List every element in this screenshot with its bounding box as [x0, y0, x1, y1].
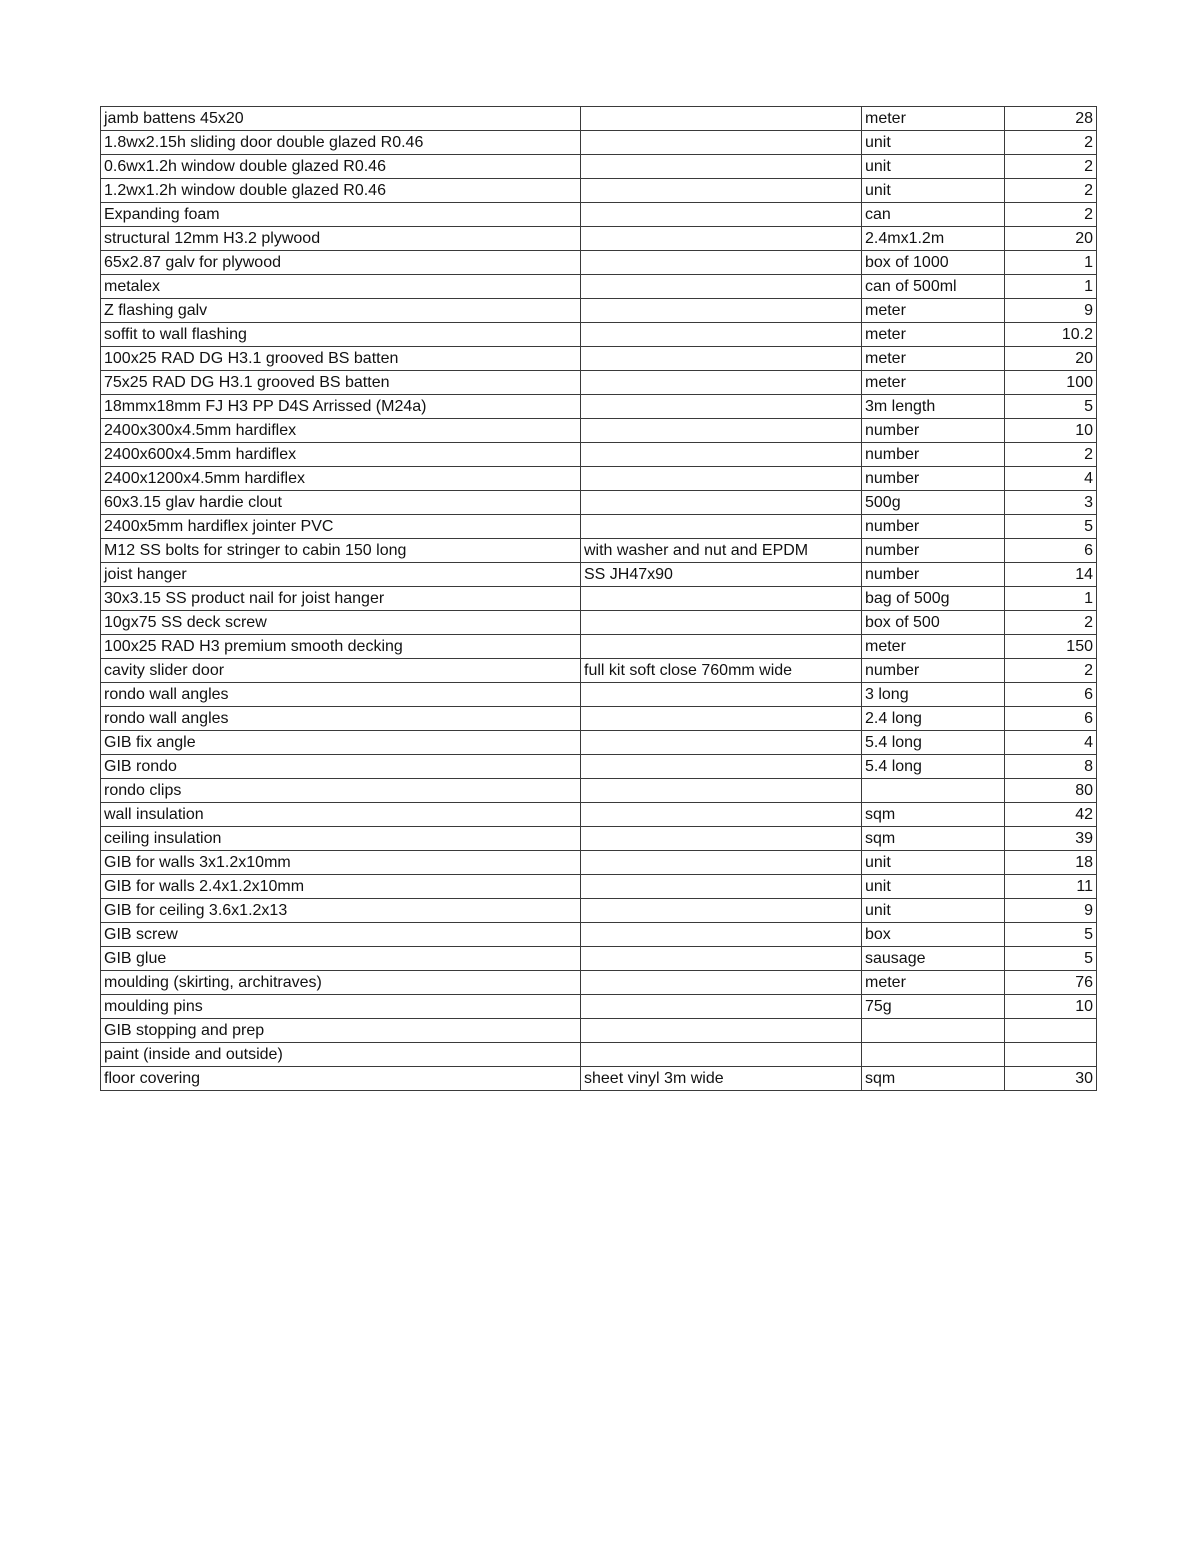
note-cell: [581, 227, 862, 251]
table-row: [101, 899, 1097, 923]
quantity-cell: 2: [1005, 179, 1097, 203]
quantity-cell: 1: [1005, 251, 1097, 275]
table-row: [101, 443, 1097, 467]
quantity-cell: 76: [1005, 971, 1097, 995]
item-cell: GIB for ceiling 3.6x1.2x13: [101, 899, 581, 923]
unit-cell: 3m length: [862, 395, 1005, 419]
unit-cell: meter: [862, 107, 1005, 131]
item-cell: 2400x600x4.5mm hardiflex: [101, 443, 581, 467]
item-cell: structural 12mm H3.2 plywood: [101, 227, 581, 251]
table-row: [101, 635, 1097, 659]
unit-cell: [862, 1019, 1005, 1043]
item-cell: 2400x5mm hardiflex jointer PVC: [101, 515, 581, 539]
note-cell: [581, 443, 862, 467]
table-row: [101, 995, 1097, 1019]
unit-cell: meter: [862, 347, 1005, 371]
quantity-cell: 6: [1005, 707, 1097, 731]
quantity-cell: 39: [1005, 827, 1097, 851]
quantity-cell: 30: [1005, 1067, 1097, 1091]
quantity-cell: 80: [1005, 779, 1097, 803]
table-row: [101, 491, 1097, 515]
item-cell: 10gx75 SS deck screw: [101, 611, 581, 635]
table-row: [101, 731, 1097, 755]
unit-cell: 2.4mx1.2m: [862, 227, 1005, 251]
unit-cell: 5.4 long: [862, 755, 1005, 779]
quantity-cell: 5: [1005, 395, 1097, 419]
unit-cell: unit: [862, 851, 1005, 875]
table-row: [101, 563, 1097, 587]
item-cell: cavity slider door: [101, 659, 581, 683]
note-cell: [581, 1019, 862, 1043]
unit-cell: sqm: [862, 1067, 1005, 1091]
item-cell: 100x25 RAD DG H3.1 grooved BS batten: [101, 347, 581, 371]
quantity-cell: [1005, 1019, 1097, 1043]
note-cell: [581, 107, 862, 131]
table-row: [101, 683, 1097, 707]
note-cell: with washer and nut and EPDM: [581, 539, 862, 563]
unit-cell: unit: [862, 179, 1005, 203]
item-cell: GIB rondo: [101, 755, 581, 779]
item-cell: GIB glue: [101, 947, 581, 971]
note-cell: [581, 371, 862, 395]
quantity-cell: 18: [1005, 851, 1097, 875]
table-row: [101, 275, 1097, 299]
note-cell: [581, 923, 862, 947]
table-row: [101, 971, 1097, 995]
item-cell: 1.2wx1.2h window double glazed R0.46: [101, 179, 581, 203]
quantity-cell: 10.2: [1005, 323, 1097, 347]
item-cell: moulding pins: [101, 995, 581, 1019]
note-cell: [581, 323, 862, 347]
item-cell: wall insulation: [101, 803, 581, 827]
unit-cell: number: [862, 515, 1005, 539]
unit-cell: sqm: [862, 803, 1005, 827]
note-cell: [581, 707, 862, 731]
note-cell: [581, 899, 862, 923]
item-cell: GIB fix angle: [101, 731, 581, 755]
note-cell: [581, 179, 862, 203]
item-cell: GIB stopping and prep: [101, 1019, 581, 1043]
note-cell: [581, 131, 862, 155]
table-row: [101, 875, 1097, 899]
note-cell: [581, 755, 862, 779]
table-row: [101, 779, 1097, 803]
quantity-cell: 100: [1005, 371, 1097, 395]
table-row: [101, 179, 1097, 203]
item-cell: 100x25 RAD H3 premium smooth decking: [101, 635, 581, 659]
quantity-cell: 2: [1005, 203, 1097, 227]
table-row: [101, 587, 1097, 611]
item-cell: 30x3.15 SS product nail for joist hanger: [101, 587, 581, 611]
unit-cell: 75g: [862, 995, 1005, 1019]
item-cell: soffit to wall flashing: [101, 323, 581, 347]
note-cell: [581, 419, 862, 443]
note-cell: [581, 875, 862, 899]
unit-cell: number: [862, 467, 1005, 491]
unit-cell: 2.4 long: [862, 707, 1005, 731]
note-cell: [581, 611, 862, 635]
note-cell: [581, 947, 862, 971]
note-cell: [581, 827, 862, 851]
note-cell: [581, 851, 862, 875]
note-cell: [581, 971, 862, 995]
quantity-cell: 5: [1005, 515, 1097, 539]
quantity-cell: 9: [1005, 299, 1097, 323]
table-row: [101, 707, 1097, 731]
table-row: [101, 131, 1097, 155]
table-row: [101, 515, 1097, 539]
quantity-cell: 14: [1005, 563, 1097, 587]
table-row: [101, 323, 1097, 347]
table-row: [101, 203, 1097, 227]
unit-cell: meter: [862, 635, 1005, 659]
unit-cell: bag of 500g: [862, 587, 1005, 611]
note-cell: [581, 995, 862, 1019]
note-cell: [581, 779, 862, 803]
item-cell: M12 SS bolts for stringer to cabin 150 long: [101, 539, 581, 563]
table-row: [101, 539, 1097, 563]
unit-cell: number: [862, 563, 1005, 587]
item-cell: rondo wall angles: [101, 683, 581, 707]
note-cell: [581, 587, 862, 611]
item-cell: 1.8wx2.15h sliding door double glazed R0.46: [101, 131, 581, 155]
note-cell: [581, 203, 862, 227]
table-row: [101, 1019, 1097, 1043]
table-row: [101, 299, 1097, 323]
table-row: [101, 611, 1097, 635]
item-cell: 2400x300x4.5mm hardiflex: [101, 419, 581, 443]
quantity-cell: 1: [1005, 275, 1097, 299]
unit-cell: box of 1000: [862, 251, 1005, 275]
unit-cell: unit: [862, 899, 1005, 923]
quantity-cell: 2: [1005, 443, 1097, 467]
quantity-cell: 3: [1005, 491, 1097, 515]
table-row: [101, 947, 1097, 971]
quantity-cell: 8: [1005, 755, 1097, 779]
item-cell: rondo clips: [101, 779, 581, 803]
note-cell: [581, 515, 862, 539]
item-cell: rondo wall angles: [101, 707, 581, 731]
item-cell: 0.6wx1.2h window double glazed R0.46: [101, 155, 581, 179]
quantity-cell: 4: [1005, 467, 1097, 491]
item-cell: paint (inside and outside): [101, 1043, 581, 1067]
unit-cell: unit: [862, 875, 1005, 899]
unit-cell: number: [862, 659, 1005, 683]
table-row: [101, 755, 1097, 779]
unit-cell: unit: [862, 131, 1005, 155]
unit-cell: sqm: [862, 827, 1005, 851]
unit-cell: number: [862, 443, 1005, 467]
table-row: [101, 251, 1097, 275]
note-cell: [581, 803, 862, 827]
note-cell: SS JH47x90: [581, 563, 862, 587]
item-cell: 65x2.87 galv for plywood: [101, 251, 581, 275]
quantity-cell: 150: [1005, 635, 1097, 659]
note-cell: [581, 347, 862, 371]
table-row: [101, 659, 1097, 683]
quantity-cell: 11: [1005, 875, 1097, 899]
table-row: [101, 347, 1097, 371]
materials-table: [100, 106, 1097, 1091]
table-row: [101, 827, 1097, 851]
item-cell: jamb battens 45x20: [101, 107, 581, 131]
materials-sheet: [100, 106, 1097, 1091]
item-cell: 18mmx18mm FJ H3 PP D4S Arrissed (M24a): [101, 395, 581, 419]
item-cell: metalex: [101, 275, 581, 299]
note-cell: [581, 251, 862, 275]
item-cell: Expanding foam: [101, 203, 581, 227]
table-row: [101, 1043, 1097, 1067]
unit-cell: 500g: [862, 491, 1005, 515]
note-cell: [581, 299, 862, 323]
note-cell: [581, 1043, 862, 1067]
note-cell: full kit soft close 760mm wide: [581, 659, 862, 683]
unit-cell: meter: [862, 371, 1005, 395]
unit-cell: meter: [862, 323, 1005, 347]
unit-cell: meter: [862, 971, 1005, 995]
quantity-cell: 1: [1005, 587, 1097, 611]
quantity-cell: 4: [1005, 731, 1097, 755]
materials-table-body: [101, 107, 1097, 1091]
quantity-cell: 5: [1005, 923, 1097, 947]
item-cell: 2400x1200x4.5mm hardiflex: [101, 467, 581, 491]
unit-cell: 3 long: [862, 683, 1005, 707]
item-cell: 75x25 RAD DG H3.1 grooved BS batten: [101, 371, 581, 395]
item-cell: GIB for walls 2.4x1.2x10mm: [101, 875, 581, 899]
unit-cell: [862, 1043, 1005, 1067]
item-cell: GIB for walls 3x1.2x10mm: [101, 851, 581, 875]
quantity-cell: 28: [1005, 107, 1097, 131]
note-cell: [581, 683, 862, 707]
table-row: [101, 107, 1097, 131]
note-cell: [581, 635, 862, 659]
table-row: [101, 395, 1097, 419]
note-cell: [581, 155, 862, 179]
unit-cell: box of 500: [862, 611, 1005, 635]
quantity-cell: 42: [1005, 803, 1097, 827]
quantity-cell: 10: [1005, 419, 1097, 443]
quantity-cell: 10: [1005, 995, 1097, 1019]
unit-cell: 5.4 long: [862, 731, 1005, 755]
table-row: [101, 371, 1097, 395]
table-row: [101, 155, 1097, 179]
item-cell: ceiling insulation: [101, 827, 581, 851]
item-cell: moulding (skirting, architraves): [101, 971, 581, 995]
table-row: [101, 851, 1097, 875]
quantity-cell: 20: [1005, 227, 1097, 251]
quantity-cell: 2: [1005, 611, 1097, 635]
table-row: [101, 1067, 1097, 1091]
unit-cell: box: [862, 923, 1005, 947]
unit-cell: sausage: [862, 947, 1005, 971]
table-row: [101, 227, 1097, 251]
note-cell: [581, 467, 862, 491]
table-row: [101, 923, 1097, 947]
item-cell: floor covering: [101, 1067, 581, 1091]
quantity-cell: 20: [1005, 347, 1097, 371]
item-cell: joist hanger: [101, 563, 581, 587]
quantity-cell: 2: [1005, 131, 1097, 155]
unit-cell: can of 500ml: [862, 275, 1005, 299]
quantity-cell: 6: [1005, 539, 1097, 563]
item-cell: GIB screw: [101, 923, 581, 947]
table-row: [101, 419, 1097, 443]
unit-cell: number: [862, 539, 1005, 563]
unit-cell: [862, 779, 1005, 803]
table-row: [101, 803, 1097, 827]
item-cell: Z flashing galv: [101, 299, 581, 323]
note-cell: [581, 395, 862, 419]
unit-cell: meter: [862, 299, 1005, 323]
note-cell: sheet vinyl 3m wide: [581, 1067, 862, 1091]
unit-cell: unit: [862, 155, 1005, 179]
quantity-cell: [1005, 1043, 1097, 1067]
quantity-cell: 6: [1005, 683, 1097, 707]
item-cell: 60x3.15 glav hardie clout: [101, 491, 581, 515]
quantity-cell: 5: [1005, 947, 1097, 971]
note-cell: [581, 731, 862, 755]
note-cell: [581, 275, 862, 299]
quantity-cell: 2: [1005, 155, 1097, 179]
unit-cell: can: [862, 203, 1005, 227]
note-cell: [581, 491, 862, 515]
quantity-cell: 9: [1005, 899, 1097, 923]
unit-cell: number: [862, 419, 1005, 443]
table-row: [101, 467, 1097, 491]
quantity-cell: 2: [1005, 659, 1097, 683]
